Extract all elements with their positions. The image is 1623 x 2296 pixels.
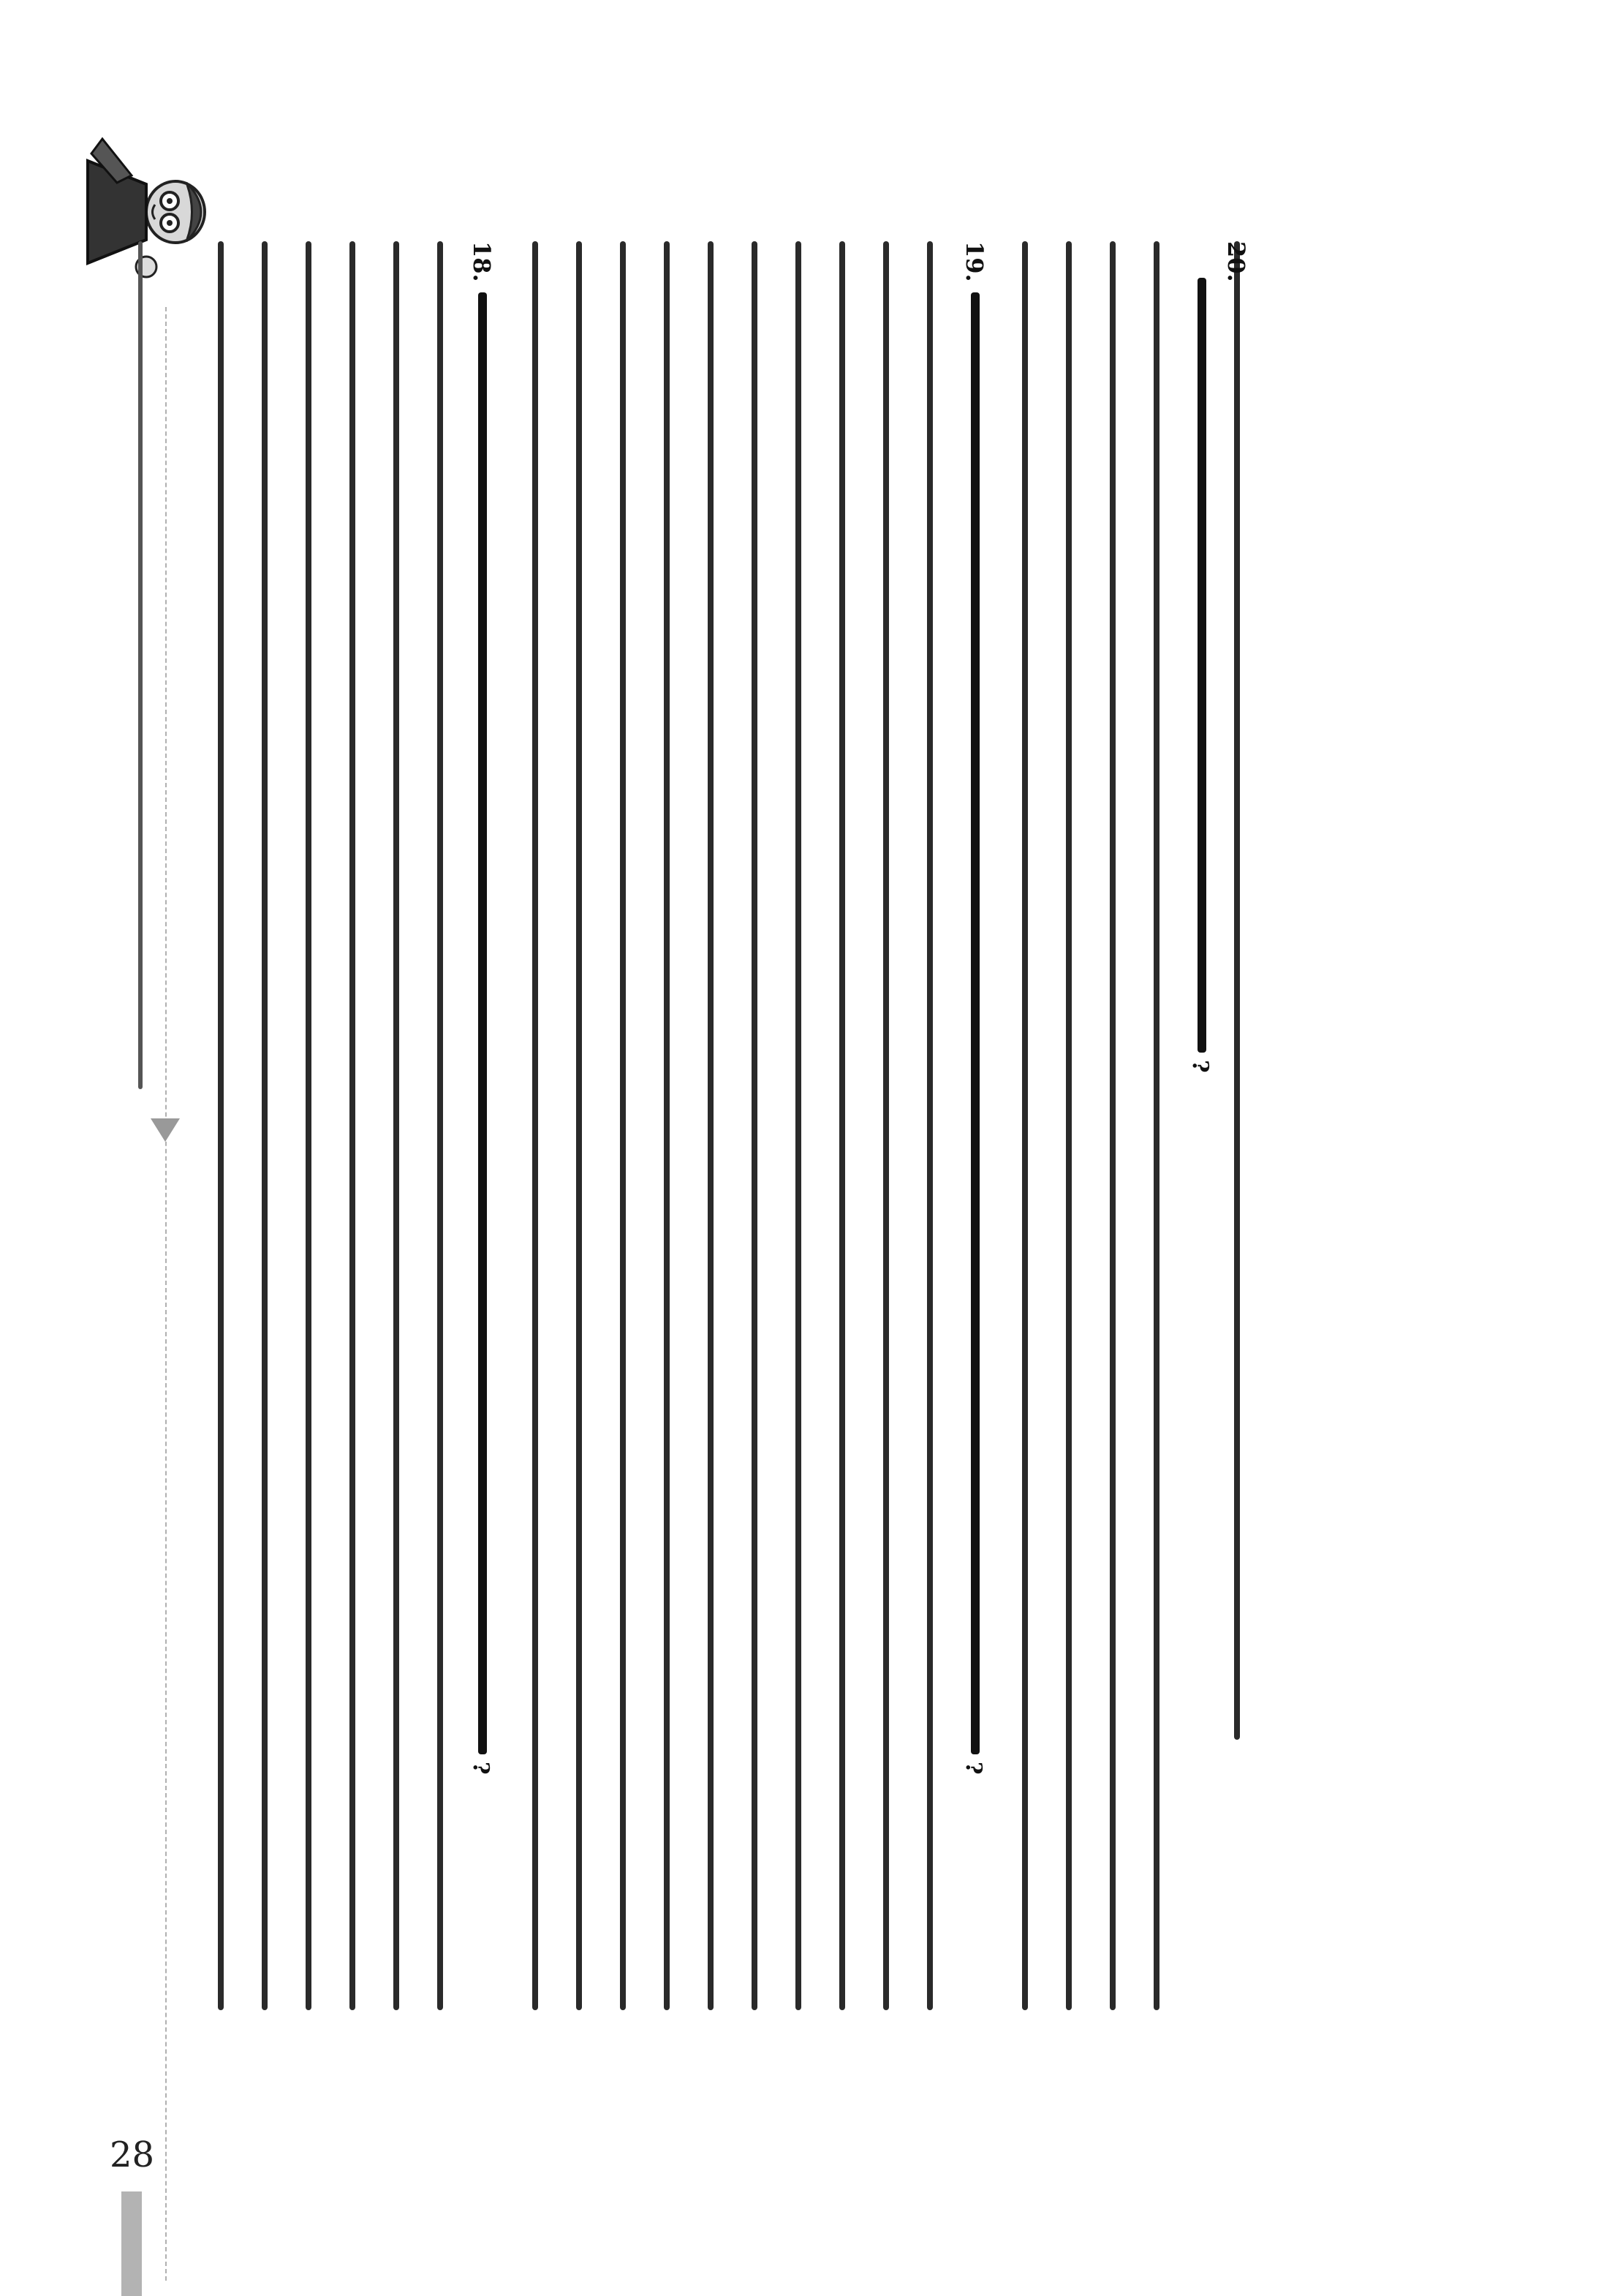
text-column	[205, 241, 237, 2010]
text-column	[519, 241, 551, 2010]
page-number: 28	[110, 2134, 155, 2175]
text-column	[1009, 241, 1041, 2010]
text-column	[380, 241, 412, 2010]
text-column	[607, 241, 639, 2010]
text-column	[914, 241, 946, 2010]
text-column	[292, 241, 325, 2010]
text-column	[826, 241, 858, 2010]
text-column	[563, 241, 595, 2010]
question-mark: ?	[1187, 1060, 1213, 1073]
text-column	[870, 241, 902, 2010]
text-column	[1140, 241, 1173, 2010]
text-column	[1053, 241, 1085, 2010]
question-text	[959, 292, 991, 1754]
text-column	[249, 241, 281, 2010]
text-column	[336, 241, 368, 2010]
question-text	[466, 292, 499, 1754]
side-note-column	[124, 241, 156, 1089]
question-mark: ?	[468, 1762, 493, 1775]
text-column	[695, 241, 727, 2010]
text-column	[1097, 241, 1129, 2010]
question-number: 20.	[1222, 241, 1250, 282]
text-column	[1221, 241, 1253, 1740]
dashed-divider	[165, 307, 167, 2281]
question-text	[1186, 278, 1218, 1053]
text-column	[651, 241, 683, 2010]
triangle-arrow-icon	[151, 1118, 180, 1142]
question-number: 19.	[961, 241, 988, 282]
text-column	[782, 241, 814, 2010]
text-column	[738, 241, 771, 2010]
text-column	[424, 241, 456, 2010]
question-number: 18.	[468, 241, 496, 282]
page-accent-bar	[121, 2191, 142, 2296]
question-mark: ?	[961, 1762, 986, 1775]
